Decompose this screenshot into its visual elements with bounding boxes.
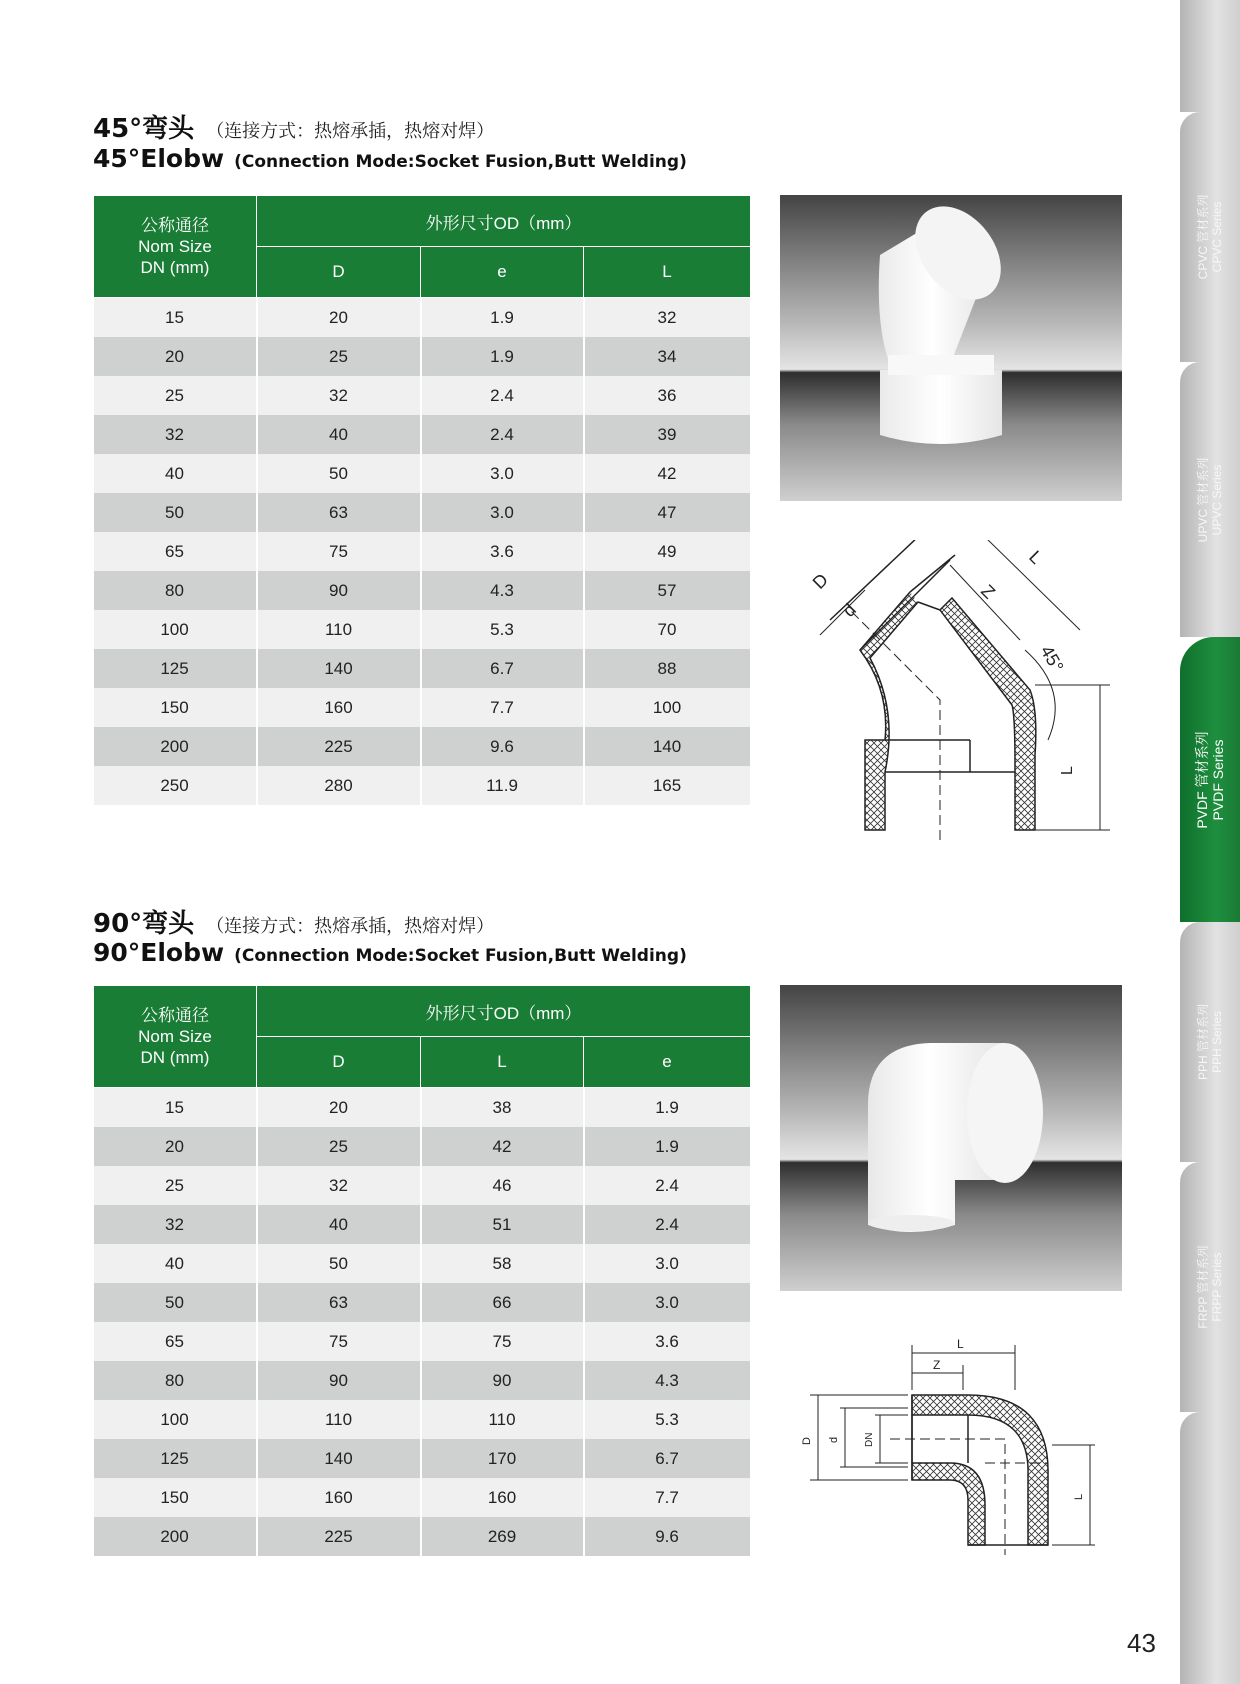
header-od: 外形尺寸OD（mm） [257, 986, 751, 1037]
table-cell: 100 [584, 688, 751, 727]
sidebar-cpvc-cn: CPVC 管材系列 [1196, 194, 1210, 280]
table-cell: 160 [257, 1478, 421, 1517]
table-cell: 165 [584, 766, 751, 805]
table-row [94, 610, 751, 649]
table-cell: 2.4 [584, 1166, 751, 1205]
header-nom-size [94, 196, 257, 298]
table-cell: 32 [257, 1166, 421, 1205]
table-cell: 40 [257, 1205, 421, 1244]
dim-d-90: d [828, 1436, 840, 1443]
elbow-90-table [93, 985, 752, 1556]
table-cell: 42 [584, 454, 751, 493]
table-cell: 50 [257, 454, 421, 493]
table-cell: 160 [257, 688, 421, 727]
table-cell: 32 [94, 1205, 257, 1244]
table-cell: 5.3 [584, 1400, 751, 1439]
table-cell: 46 [421, 1166, 584, 1205]
table-cell: 25 [94, 376, 257, 415]
table-cell: 100 [94, 610, 257, 649]
table-row [94, 649, 751, 688]
table-cell: 6.7 [421, 649, 584, 688]
header-nom-en: Nom Size [138, 1027, 212, 1046]
title-90-cn: 90°弯头 [93, 909, 195, 939]
table-cell: 70 [584, 610, 751, 649]
table-cell: 40 [257, 415, 421, 454]
table-cell: 2.4 [584, 1205, 751, 1244]
table-cell: 140 [584, 727, 751, 766]
table-cell: 25 [94, 1166, 257, 1205]
elbow-45-table [93, 195, 752, 805]
table-cell: 280 [257, 766, 421, 805]
sidebar-pvdf-en: PVDF Series [1210, 739, 1226, 820]
table-cell: 42 [421, 1127, 584, 1166]
table-cell: 25 [257, 1127, 421, 1166]
table-row [94, 454, 751, 493]
table-cell: 3.6 [421, 532, 584, 571]
section-45-title-en [93, 144, 687, 173]
header-col-e: e [421, 247, 584, 298]
table-cell: 200 [94, 727, 257, 766]
dim-Z-90: Z [933, 1358, 941, 1372]
table-cell: 90 [421, 1361, 584, 1400]
table-cell: 1.9 [421, 298, 584, 338]
subtitle-90-en: (Connection Mode:Socket Fusion,Butt Welding) [234, 946, 687, 966]
header-nom-en: Nom Size [138, 237, 212, 256]
table-cell: 15 [94, 298, 257, 338]
table-cell: 1.9 [584, 1127, 751, 1166]
table-cell: 50 [94, 1283, 257, 1322]
dim-L-45: L [1025, 546, 1047, 568]
page-number: 43 [1127, 1628, 1156, 1658]
table-cell: 40 [94, 454, 257, 493]
table-cell: 269 [421, 1517, 584, 1556]
header-nom-unit: DN (mm) [140, 258, 210, 277]
elbow-45-photo [780, 195, 1122, 501]
sidebar-upvc-cn: UPVC 管材系列 [1196, 457, 1210, 542]
table-cell: 80 [94, 571, 257, 610]
table-cell: 90 [257, 571, 421, 610]
section-90-title-en [93, 938, 687, 967]
table-row [94, 1478, 751, 1517]
dim-L2-90: L [1073, 1493, 1085, 1500]
table-cell: 125 [94, 649, 257, 688]
table-cell: 58 [421, 1244, 584, 1283]
table-row [94, 532, 751, 571]
table-cell: 39 [584, 415, 751, 454]
elbow-90-photo [780, 985, 1122, 1291]
elbow-90-drawing [790, 1335, 1110, 1555]
table-cell: 47 [584, 493, 751, 532]
table-row [94, 1244, 751, 1283]
table-cell: 110 [257, 610, 421, 649]
sidebar-tab-pvdf[interactable] [1180, 637, 1240, 922]
table-cell: 110 [421, 1400, 584, 1439]
table-row [94, 298, 751, 338]
table-cell: 34 [584, 337, 751, 376]
table-cell: 25 [257, 337, 421, 376]
table-cell: 20 [257, 1088, 421, 1128]
table-row [94, 337, 751, 376]
table-row [94, 376, 751, 415]
table-cell: 90 [257, 1361, 421, 1400]
table-cell: 140 [257, 649, 421, 688]
header-col-e: e [584, 1037, 751, 1088]
table-cell: 225 [257, 727, 421, 766]
table-cell: 5.3 [421, 610, 584, 649]
table-cell: 3.0 [584, 1244, 751, 1283]
table-row [94, 493, 751, 532]
sidebar-pph-en: PPH Series [1210, 1010, 1224, 1074]
dim-d-45: d [838, 599, 860, 621]
table-row [94, 727, 751, 766]
table-row [94, 1166, 751, 1205]
table-cell: 7.7 [421, 688, 584, 727]
table-row [94, 1205, 751, 1244]
table-row [94, 571, 751, 610]
table-cell: 15 [94, 1088, 257, 1128]
table-cell: 3.0 [584, 1283, 751, 1322]
header-od: 外形尺寸OD（mm） [257, 196, 751, 247]
table-cell: 225 [257, 1517, 421, 1556]
section-90-title-cn [93, 903, 494, 940]
table-cell: 150 [94, 1478, 257, 1517]
table-cell: 2.4 [421, 415, 584, 454]
table-cell: 140 [257, 1439, 421, 1478]
header-col-L: L [421, 1037, 584, 1088]
table-cell: 32 [94, 415, 257, 454]
table-row [94, 1088, 751, 1128]
table-cell: 65 [94, 1322, 257, 1361]
table-cell: 63 [257, 493, 421, 532]
table-cell: 50 [94, 493, 257, 532]
table-cell: 6.7 [584, 1439, 751, 1478]
table-cell: 4.3 [421, 571, 584, 610]
sidebar-frpp-cn: FRPP 管材系列 [1196, 1245, 1210, 1329]
sidebar-tab-pph[interactable] [1180, 922, 1240, 1162]
table-cell: 32 [257, 376, 421, 415]
table-cell: 100 [94, 1400, 257, 1439]
dim-L2-45: L [1059, 766, 1076, 775]
table-cell: 110 [257, 1400, 421, 1439]
table-cell: 125 [94, 1439, 257, 1478]
table-row [94, 1283, 751, 1322]
dim-D-90: D [801, 1437, 813, 1445]
table-cell: 20 [94, 1127, 257, 1166]
table-row [94, 1400, 751, 1439]
table-cell: 51 [421, 1205, 584, 1244]
sidebar-pph-cn: PPH 管材系列 [1196, 1003, 1210, 1081]
table-cell: 63 [257, 1283, 421, 1322]
subtitle-45-en: (Connection Mode:Socket Fusion,Butt Welding) [234, 152, 687, 172]
table-cell: 57 [584, 571, 751, 610]
subtitle-90-cn: （连接方式：热熔承插，热熔对焊） [206, 916, 495, 937]
title-45-cn: 45°弯头 [93, 114, 195, 144]
sidebar-tab-frpp[interactable] [1180, 1162, 1240, 1412]
table-row [94, 1439, 751, 1478]
dim-Z-45: Z [977, 580, 1000, 603]
table-cell: 75 [257, 1322, 421, 1361]
table-cell: 3.6 [584, 1322, 751, 1361]
table-cell: 49 [584, 532, 751, 571]
sidebar-top-strip [1180, 0, 1240, 112]
table-cell: 9.6 [584, 1517, 751, 1556]
sidebar-tab-upvc[interactable] [1180, 362, 1240, 637]
header-nom-cn: 公称通径 [141, 1006, 209, 1025]
sidebar-pvdf-cn: PVDF 管材系列 [1194, 730, 1210, 829]
title-90-en: 90°Elobw [93, 938, 225, 967]
table-cell: 9.6 [421, 727, 584, 766]
table-cell: 3.0 [421, 454, 584, 493]
sidebar-frpp-en: FRPP Series [1210, 1252, 1224, 1322]
table-cell: 20 [94, 337, 257, 376]
header-nom-unit: DN (mm) [140, 1048, 210, 1067]
sidebar-bottom-strip [1180, 1412, 1240, 1684]
table-cell: 4.3 [584, 1361, 751, 1400]
dim-angle-45: 45° [1036, 642, 1068, 676]
table-cell: 40 [94, 1244, 257, 1283]
header-nom-size [94, 986, 257, 1088]
elbow-45-drawing [790, 540, 1110, 840]
sidebar-tab-cpvc[interactable] [1180, 112, 1240, 362]
header-nom-cn: 公称通径 [141, 216, 209, 235]
table-cell: 75 [421, 1322, 584, 1361]
table-row [94, 1361, 751, 1400]
header-col-D: D [257, 247, 421, 298]
table-cell: 38 [421, 1088, 584, 1128]
table-cell: 20 [257, 298, 421, 338]
table-cell: 66 [421, 1283, 584, 1322]
table-cell: 7.7 [584, 1478, 751, 1517]
table-row [94, 1322, 751, 1361]
sidebar-upvc-en: UPVC Series [1210, 464, 1224, 535]
table-row [94, 1127, 751, 1166]
table-row [94, 415, 751, 454]
table-cell: 75 [257, 532, 421, 571]
series-sidebar [1180, 0, 1240, 1684]
dim-D-45: D [808, 569, 833, 593]
table-row [94, 766, 751, 805]
table-cell: 11.9 [421, 766, 584, 805]
table-cell: 32 [584, 298, 751, 338]
header-col-L: L [584, 247, 751, 298]
table-cell: 2.4 [421, 376, 584, 415]
table-cell: 1.9 [421, 337, 584, 376]
table-cell: 88 [584, 649, 751, 688]
table-cell: 160 [421, 1478, 584, 1517]
table-cell: 50 [257, 1244, 421, 1283]
header-col-D: D [257, 1037, 421, 1088]
table-cell: 170 [421, 1439, 584, 1478]
table-cell: 150 [94, 688, 257, 727]
table-cell: 65 [94, 532, 257, 571]
table-cell: 1.9 [584, 1088, 751, 1128]
dim-L-90: L [957, 1337, 964, 1351]
table-cell: 36 [584, 376, 751, 415]
section-45-title-cn [93, 108, 494, 145]
table-cell: 250 [94, 766, 257, 805]
dim-DN-90: DN [864, 1432, 875, 1447]
table-row [94, 1517, 751, 1556]
table-cell: 3.0 [421, 493, 584, 532]
title-45-en: 45°Elobw [93, 144, 225, 173]
table-cell: 200 [94, 1517, 257, 1556]
subtitle-45-cn: （连接方式：热熔承插，热熔对焊） [206, 121, 495, 142]
table-cell: 80 [94, 1361, 257, 1400]
sidebar-cpvc-en: CPVC Series [1210, 201, 1224, 273]
table-row [94, 688, 751, 727]
